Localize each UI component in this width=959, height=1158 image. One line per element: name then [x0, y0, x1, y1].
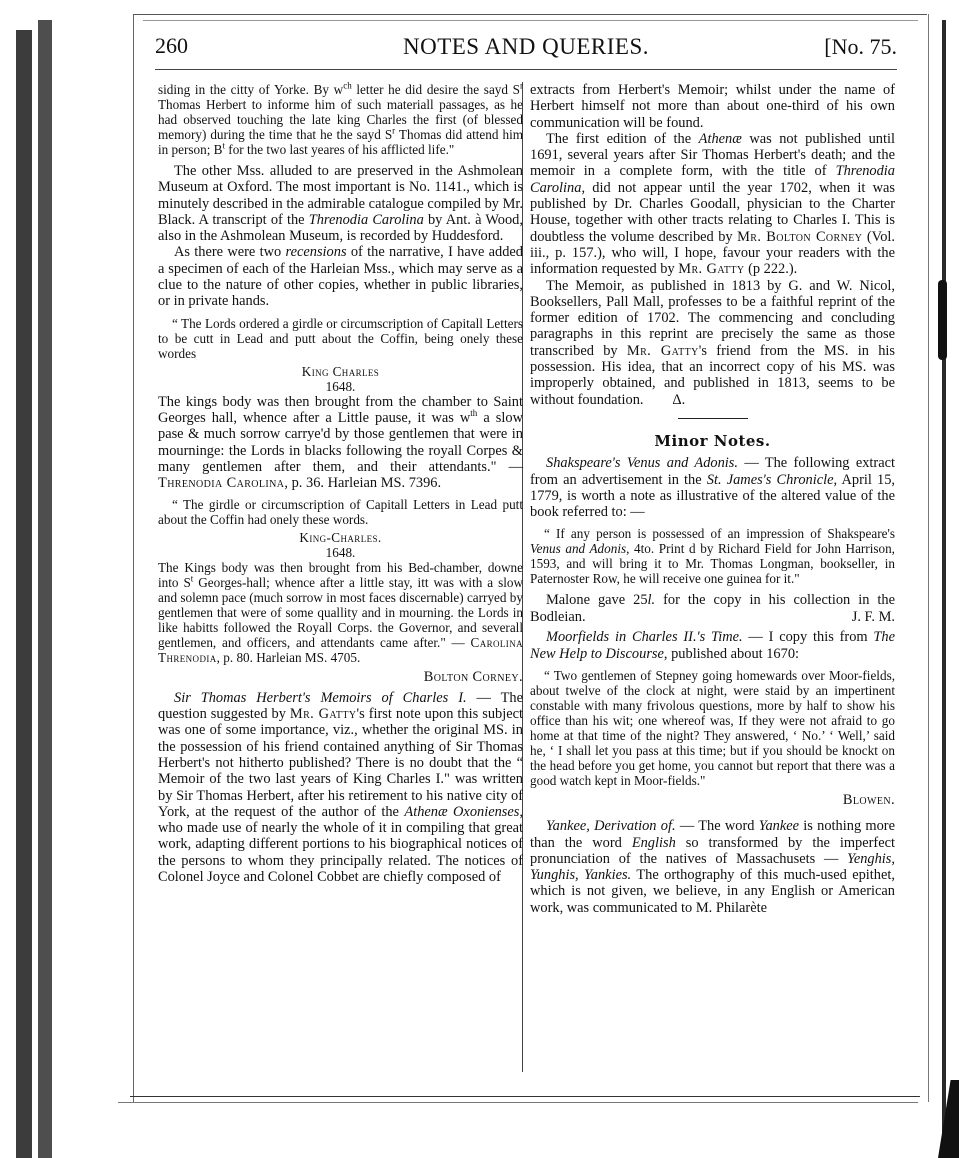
section-divider — [678, 418, 748, 419]
paragraph: Yankee, Derivation of. — The word Yankee is nothing more than the word English so transformed by the imperfect pronunciation of the natives of Massachusets — Yenghis, Yunghis, Yankies. The orthography of this much-used epithet, which is not given, we believe, in any English or American work, was communicated to M. Philarète — [530, 818, 895, 916]
inscription-year: 1648. — [325, 378, 356, 394]
quotation-body: The kings body was then brought from the chamber to Saint Georges hall, whence after a Little pause, it was $w^{th}$ a slow pase & much sorrow carrye'd by those gentlemen that were in mourninge: the Lords in blacks following the royall Corpes & many gentlemen after them, and their attendants." — Threnodia Carolina, p. 36. Harleian MS. 7396. — [158, 393, 523, 492]
quotation-body: The Kings body was then brought from his Bed-chamber, downe into $S^t$ Georges-hall; whence after a little stay, itt was with a slow and solemn pace (much sorrow in most faces discernable) carryed by gentlemen that were of some quallity and in mourning. the Lords in like habitts followed the Royall Corps. the Governor, and severall gentlemen, and officers, and attendants came after." — Carolina Threnodia, p. 80. Harleian MS. 4705. — [158, 560, 523, 666]
paragraph: The other Mss. alluded to are preserved in the Ashmolean Museum at Oxford. The most important is No. 1141., which is minutely described in the admirable catalogue compiled by Mr. Black. A transcript of the Threnodia Carolina by Ant. à Wood, also in the Ashmolean Museum, is recorded by Huddesford. — [158, 163, 523, 245]
inscription-heading: King Charles — [301, 363, 380, 379]
inscription-heading: King-Charles. — [299, 530, 382, 546]
issue-number: [No. 75. — [824, 34, 897, 59]
bottom-rule — [130, 1096, 920, 1097]
paragraph: Sir Thomas Herbert's Memoirs of Charles I. — The question suggested by Mr. Gatty's first note upon this subject was one of some importance, viz., whether the original MS. in the possession of his friend contained anything of Sir Thomas Herbert's not hitherto published? There is no doubt that the “ Memoir of the two last years of King Charles I." was written by Sir Thomas Herbert, after his retirement to his native city of York, at the request of the author of the Athenæ Oxonienses, who made use of nearly the whole of it in compiling that great work, adapting different portions to his biographical notices of the persons to whom they principally related. The notices of Colonel Joyce and Colonel Cobbet are chiefly composed of — [158, 689, 523, 886]
author-signature: Δ. — [672, 391, 686, 408]
bottom-rule — [118, 1102, 918, 1103]
scan-binding-right — [938, 0, 959, 1158]
page-header — [155, 30, 897, 66]
binding-shadow — [16, 30, 32, 1158]
quotation: “ The girdle or circumscription of Capitall Letters in Lead putt about the Coffin had onely these words. — [158, 497, 523, 528]
page-number: 260 — [155, 33, 188, 58]
binding-edge — [938, 280, 947, 360]
paragraph: Malone gave 25l. for the copy in his collection in the Bodleian. — [530, 592, 895, 625]
paragraph: Moorfields in Charles II.'s Time. — I copy this from The New Help to Discourse, published about 1670: — [530, 629, 895, 662]
paragraph: The Memoir, as published in 1813 by G. and W. Nicol, Booksellers, Pall Mall, professes to be a faithful reprint of the former edition of 1702. The commencing and concluding paragraphs in this reprint are precisely the same as those transcribed by Mr. Gatty's friend from the MS. in his possession. His idea, that an incorrect copy of his MS. was improperly obtained, and published in 1813, seems to be without foundation. Δ. — [530, 277, 895, 408]
author-signature: J. F. M. — [851, 609, 895, 626]
top-rule — [133, 14, 927, 15]
top-rule — [143, 20, 918, 21]
paragraph: extracts from Herbert's Memoir; whilst under the name of Herbert himself not more than about one-third of his own communication will be found. — [530, 82, 895, 131]
quotation: “ Two gentlemen of Stepney going homewards over Moor-fields, about twelve of the clock at night, were staid by an impertinent constable with many frivolous questions, more by half to show his office than his wit; one whereof was, If they were not afraid to go home at that time of the night? They answered, ‘ No.’ ‘ Well,’ said he, ‘ I shall let you pass at this time; but if you should be knockt on the head before you get home, you cannot but report that there was a good watch kept in Moor-fields." — [530, 667, 895, 788]
author-signature: Blowen. — [842, 791, 895, 808]
inscription-year: 1648. — [325, 545, 356, 561]
paragraph: Shakspeare's Venus and Adonis. — The following extract from an advertisement in the St. James's Chronicle, April 15, 1779, is worth a note as illustrative of the altered value of the book referred to: — — [530, 455, 895, 521]
paragraph: The first edition of the Athenæ was not published until 1691, several years after Sir Thomas Herbert's death; and the memoir in a complete form, with the title of Threnodia Carolina, did not appear until the year 1702, when it was published by Dr. Charles Goodall, physician to the Charter House, together with other tracts relating to Charles I. This is doubtless the volume described by Mr. Bolton Corney (Vol. iii., p. 157.), who will, I hope, favour your readers with the information requested by Mr. Gatty (p 222.). — [530, 130, 896, 278]
quotation: “ If any person is possessed of an impression of Shakspeare's Venus and Adonis, 4to. Print d by Richard Field for John Harrison, 1593, and will bring it to Mr. Thomas Longman, bookseller, in Paternoster Row, he will receive one guinea for it." — [530, 526, 895, 587]
binding-edge — [942, 20, 946, 1158]
right-column — [530, 82, 895, 916]
section-heading: Minor Notes. — [654, 431, 771, 450]
author-signature: Bolton Corney. — [423, 669, 523, 686]
paragraph: siding in the citty of Yorke. By $w^{ch}$ letter he did desire the sayd $S^r$ Thomas Herbert to informe him of such materiall passages, as he had observed touching the late king Charles the first (of blessed memory) during the time that he the sayd $S^r$ Thomas did attend him in person; $B^t$ for the two last yeares of his afflicted life." — [158, 80, 524, 157]
quotation: “ The Lords ordered a girdle or circumscription of Capitall Letters to be cutt in Lead and putt about the Coffin, being onely these wordes — [158, 315, 523, 361]
scan-binding-left — [16, 20, 54, 1158]
journal-title: NOTES AND QUERIES. — [402, 34, 650, 59]
left-column — [158, 82, 523, 885]
paragraph: As there were two recensions of the narrative, I have added a specimen of each of the Harleian Mss., which may serve as a clue to the nature of other copies, whether in public libraries, or in private hands. — [158, 244, 523, 310]
header-rule — [155, 69, 897, 70]
binding-shadow — [38, 20, 52, 1158]
